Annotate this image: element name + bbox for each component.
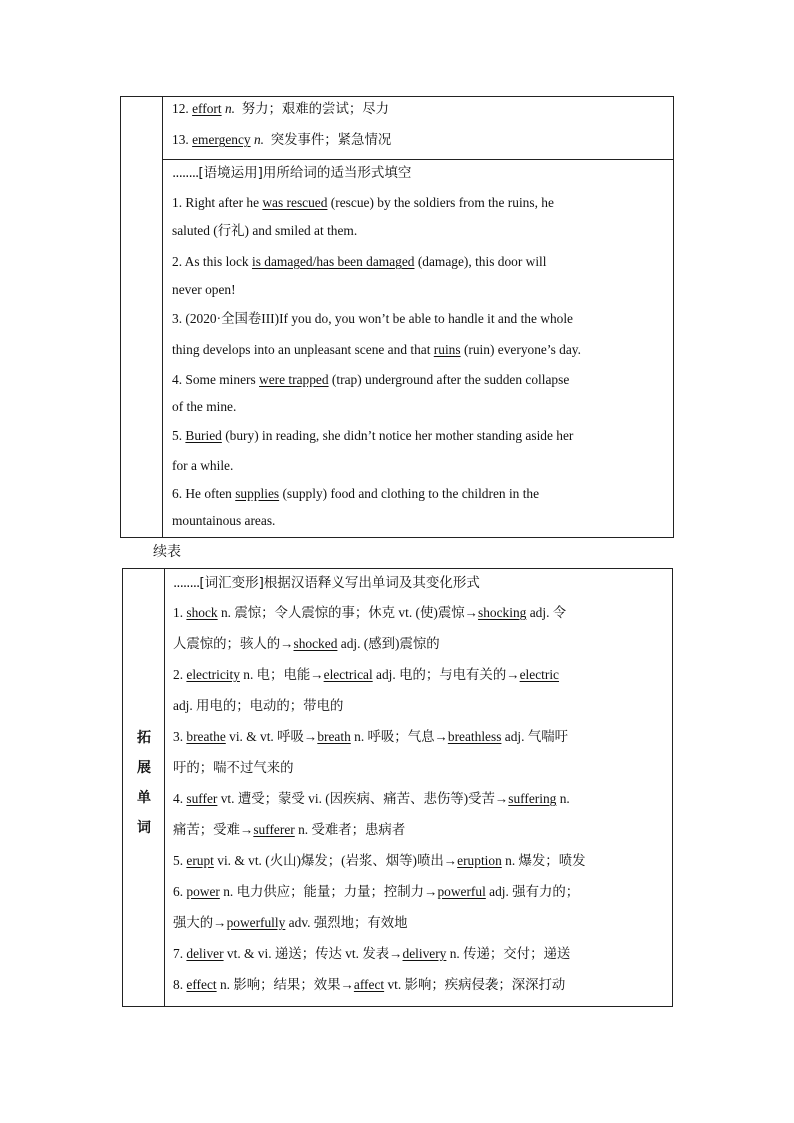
section-heading-context: ........[语境运用]用所给词的适当形式填空: [172, 165, 412, 181]
side-label-expand-words: 拓 展 单 词: [137, 730, 151, 836]
word-form-line: 4. suffer vt. 遭受；蒙受 vi. (因疾病、痛苦、悲伤等)受苦→suffering n.: [173, 791, 570, 806]
word-form-line: 8. effect n. 影响；结果；效果→affect vt. 影响；疾病侵袭；深深打动: [173, 977, 566, 992]
answer-blank: was rescued: [262, 195, 328, 210]
exercise-1-line-1: 1. Right after he was rescued (rescue) by the soldiers from the ruins, he: [172, 195, 554, 210]
vocab-table-1: [120, 96, 674, 538]
word-form-line: 7. deliver vt. & vi. 递送；传达 vt. 发表→delivery n. 传递；交付；递送: [173, 946, 571, 961]
word-form-line: 1. shock n. 震惊；令人震惊的事；休克 vt. (使)震惊→shocking adj. 令: [173, 605, 567, 620]
exercise-3-line-1: 3. (2020·全国卷III)If you do, you won’t be able to handle it and the whole: [172, 311, 574, 326]
word-form-line: 强大的→powerfully adv. 强烈地；有效地: [173, 915, 408, 930]
exercise-1-line-2: saluted (行礼) and smiled at them.: [172, 223, 358, 238]
word-item-13: 13. emergency n. 突发事件；紧急情况: [172, 132, 392, 147]
word-item-12: 12. effort n. 努力；艰难的尝试；尽力: [172, 101, 390, 116]
row-divider: [163, 159, 673, 160]
exercise-6-line-1: 6. He often supplies (supply) food and clothing to the children in the: [172, 486, 540, 501]
table-left-column: [121, 97, 163, 537]
exercise-4-line-2: of the mine.: [172, 399, 237, 414]
answer-blank: is damaged/has been damaged: [251, 254, 415, 269]
exercise-3-line-2: thing develops into an unpleasant scene and that ruins (ruin) everyone’s day.: [172, 342, 581, 357]
word-form-line: adj. 用电的；电动的；带电的: [173, 698, 344, 713]
word-form-line: 人震惊的；骇人的→shocked adj. (感到)震惊的: [173, 636, 440, 651]
answer-blank: supplies: [235, 486, 280, 501]
exercise-4-line-1: 4. Some miners were trapped (trap) underground after the sudden collapse: [172, 372, 570, 387]
exercise-5-line-1: 5. Buried (bury) in reading, she didn’t notice her mother standing aside her: [172, 428, 574, 443]
word-form-line: 吁的；喘不过气来的: [173, 760, 294, 775]
exercise-6-line-2: mountainous areas.: [172, 513, 276, 528]
exercise-5-line-2: for a while.: [172, 458, 234, 473]
vocab-table-2: [122, 568, 673, 1007]
word-form-line: 2. electricity n. 电；电能→electrical adj. 电的；与电有关的→electric: [173, 667, 560, 682]
answer-blank: Buried: [185, 428, 222, 443]
word-form-line: 5. erupt vi. & vt. (火山)爆发；(岩浆、烟等)喷出→eruption n. 爆发；喷发: [173, 853, 586, 868]
section-heading-word-forms: ........[词汇变形]根据汉语释义写出单词及其变化形式: [173, 575, 480, 591]
word-form-line: 6. power n. 电力供应；能量；力量；控制力→powerful adj. 强有力的；: [173, 884, 580, 899]
word-form-line: 3. breathe vi. & vt. 呼吸→breath n. 呼吸；气息→breathless adj. 气喘吁: [173, 729, 568, 744]
exercise-2-line-1: 2. As this lock is damaged/has been damaged (damage), this door will: [172, 254, 547, 269]
answer-blank: were trapped: [259, 372, 329, 387]
word-form-line: 痛苦；受难→sufferer n. 受难者；患病者: [173, 822, 406, 837]
exercise-2-line-2: never open!: [172, 282, 236, 297]
continued-label: 续表: [153, 544, 181, 560]
answer-blank: ruins: [433, 342, 461, 357]
